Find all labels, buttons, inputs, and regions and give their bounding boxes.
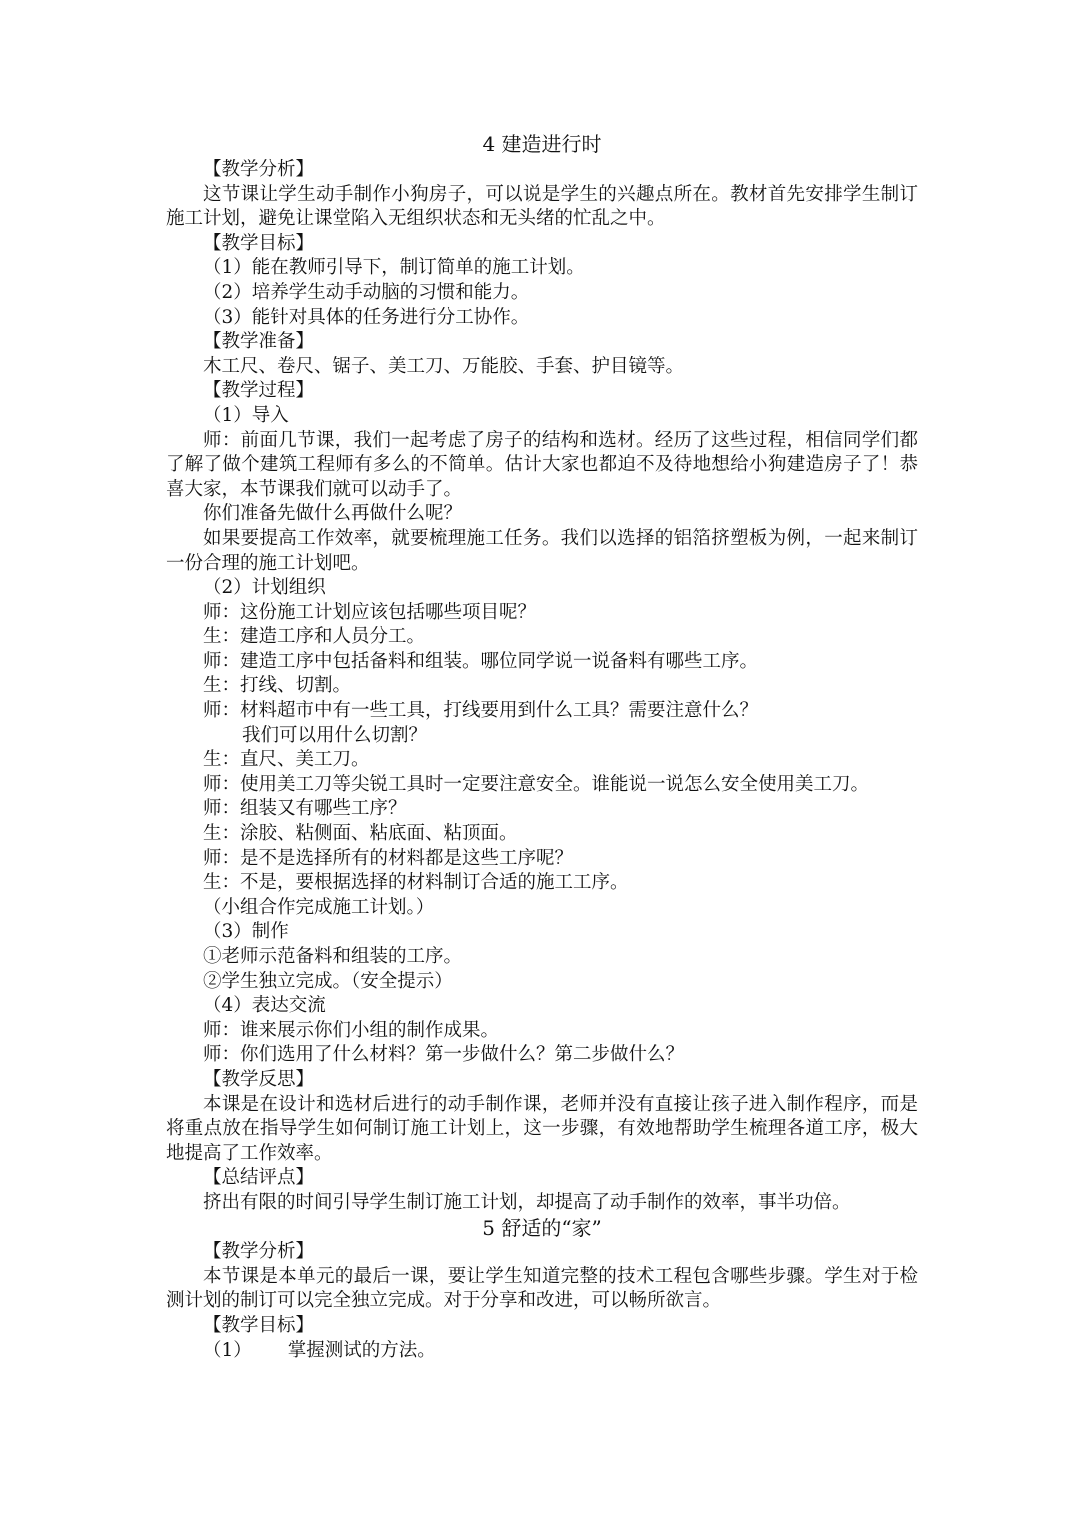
analysis-text: 测计划的制订可以完全独立完成。对于分享和改进，可以畅所欲言。 bbox=[166, 1290, 722, 1312]
analysis-text: 这节课让学生动手制作小狗房子，可以说是学生的兴趣点所在。教材首先安排学生制订 bbox=[203, 183, 918, 205]
dialogue-line: 生：不是，要根据选择的材料制订合适的施工工序。 bbox=[203, 872, 629, 894]
heading-analysis: 【教学分析】 bbox=[203, 1241, 315, 1263]
heading-goals: 【教学目标】 bbox=[203, 1314, 315, 1336]
goal-number: （1） bbox=[203, 1339, 252, 1361]
summary-text: 挤出有限的时间引导学生制订施工计划，却提高了动手制作的效率，事半功倍。 bbox=[203, 1191, 851, 1213]
reflect-text: 地提高了工作效率。 bbox=[166, 1142, 333, 1164]
dialogue-line: 你们准备先做什么再做什么呢？ bbox=[203, 503, 463, 525]
dialogue-line: 师：这份施工计划应该包括哪些项目呢？ bbox=[203, 601, 537, 623]
reflect-text: 本课是在设计和选材后进行的动手制作课，老师并没有直接让孩子进入制作程序，而是 bbox=[203, 1093, 918, 1115]
paragraph-text: 如果要提高工作效率，就要梳理施工任务。我们以选择的铝箔挤塑板为例，一起来制订 bbox=[203, 527, 918, 549]
dialogue-line: 师：材料超市中有一些工具，打线要用到什么工具？需要注意什么？ bbox=[203, 700, 759, 722]
document-body bbox=[166, 130, 918, 1363]
heading-summary: 【总结评点】 bbox=[203, 1167, 315, 1189]
goal-item: （1）能在教师引导下，制订简单的施工计划。 bbox=[203, 257, 585, 279]
dialogue-line: 我们可以用什么切割？ bbox=[242, 724, 428, 746]
step-heading: （3）制作 bbox=[203, 921, 289, 943]
dialogue-line: 师：你们选用了什么材料？第一步做什么？第二步做什么？ bbox=[203, 1044, 685, 1066]
heading-goals: 【教学目标】 bbox=[203, 232, 315, 254]
step-heading: （2）计划组织 bbox=[203, 577, 326, 599]
goal-text: 掌握测试的方法。 bbox=[287, 1339, 436, 1361]
heading-prep: 【教学准备】 bbox=[203, 331, 315, 353]
make-item: ②学生独立完成。（安全提示） bbox=[203, 970, 453, 992]
goal-item: （2）培养学生动手动脑的习惯和能力。 bbox=[203, 281, 530, 303]
analysis-text: 本节课是本单元的最后一课，要让学生知道完整的技术工程包含哪些步骤。学生对于检 bbox=[203, 1265, 918, 1287]
dialogue-line: 师：使用美工刀等尖锐工具时一定要注意安全。谁能说一说怎么安全使用美工刀。 bbox=[203, 773, 870, 795]
dialogue-line: 生：建造工序和人员分工。 bbox=[203, 626, 426, 648]
step-heading: （1）导入 bbox=[203, 404, 289, 426]
make-item: ①老师示范备料和组装的工序。 bbox=[203, 946, 463, 967]
heading-reflect: 【教学反思】 bbox=[203, 1068, 315, 1090]
analysis-text: 施工计划，避免让课堂陷入无组织状态和无头绪的忙乱之中。 bbox=[166, 208, 666, 230]
goal-item bbox=[166, 1339, 918, 1364]
dialogue-line: 喜大家，本节课我们就可以动手了。 bbox=[166, 478, 463, 500]
goal-item: （3）能针对具体的任务进行分工协作。 bbox=[203, 306, 530, 328]
paragraph-text: 一份合理的施工计划吧。 bbox=[166, 552, 370, 574]
heading-analysis: 【教学分析】 bbox=[203, 159, 315, 180]
dialogue-line: 了解了做个建筑工程师有多么的不简单。估计大家也都迫不及待地想给小狗建造房子了！恭 bbox=[166, 454, 918, 476]
dialogue-line: 师：谁来展示你们小组的制作成果。 bbox=[203, 1019, 500, 1041]
dialogue-line: 师：是不是选择所有的材料都是这些工序呢？ bbox=[203, 847, 574, 869]
dialogue-line: 师：建造工序中包括备料和组装。哪位同学说一说备料有哪些工序。 bbox=[203, 650, 759, 672]
dialogue-line: 生：直尺、美工刀。 bbox=[203, 749, 370, 771]
prep-text: 木工尺、卷尺、锯子、美工刀、万能胶、手套、护目镜等。 bbox=[203, 355, 685, 377]
dialogue-line: 生：打线、切割。 bbox=[203, 675, 352, 697]
dialogue-line: 师：前面几节课，我们一起考虑了房子的结构和选材。经历了这些过程，相信同学们都 bbox=[203, 429, 918, 451]
lesson5-title: 5 舒适的“家” bbox=[482, 1215, 602, 1240]
lesson4-title: 4 建造进行时 bbox=[482, 132, 602, 156]
reflect-text: 将重点放在指导学生如何制订施工计划上，这一步骤，有效地帮助学生梳理各道工序，极大 bbox=[166, 1118, 918, 1140]
dialogue-line: 生：涂胶、粘侧面、粘底面、粘顶面。 bbox=[203, 823, 518, 845]
dialogue-line: （小组合作完成施工计划。） bbox=[203, 896, 435, 918]
heading-process: 【教学过程】 bbox=[203, 380, 315, 402]
dialogue-line: 师：组装又有哪些工序？ bbox=[203, 798, 407, 820]
step-heading: （4）表达交流 bbox=[203, 995, 326, 1017]
